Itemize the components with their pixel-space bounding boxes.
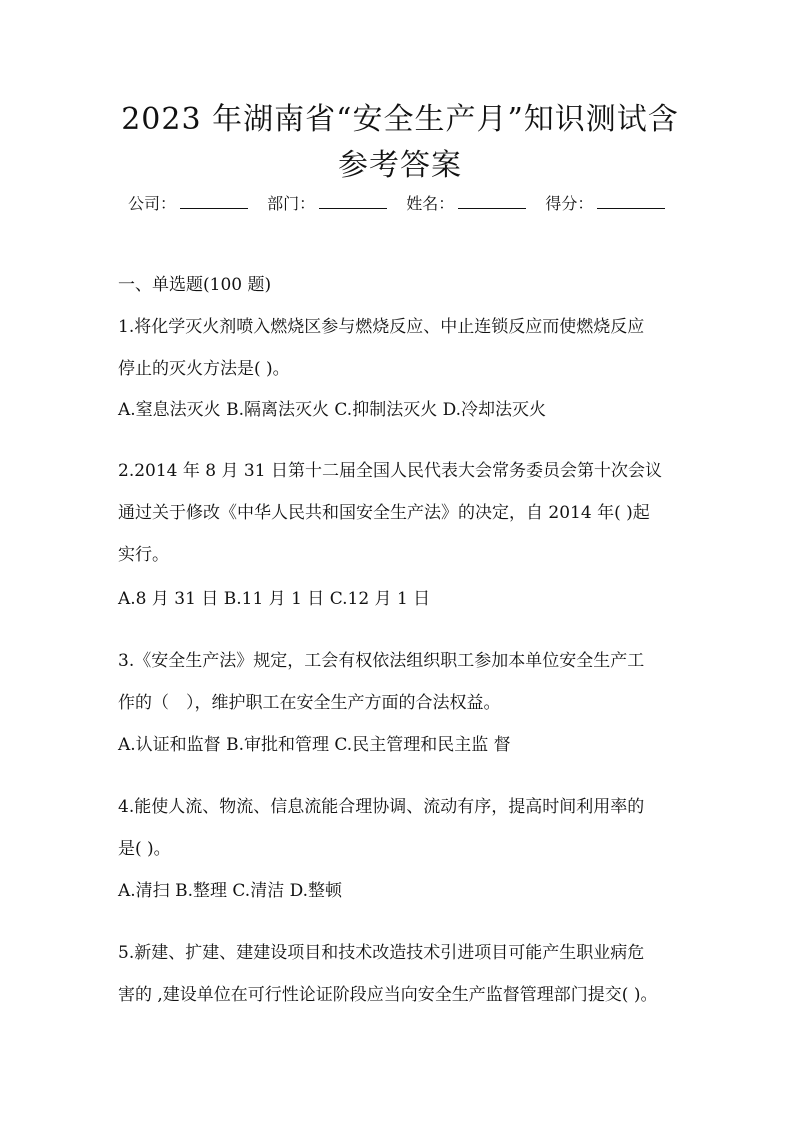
document-title-line-1: 2023 年湖南省“安全生产月”知识测试含 [121,102,679,137]
department-blank [319,190,387,209]
department-label: 部门： [267,194,316,213]
question-5-line-1: 5.新建、扩建、建建设项目和技术改造技术引进项目可能产生职业病危 [118,943,645,963]
question-4-line-1: 4.能使人流、物流、信息流能合理协调、流动有序，提高时间利用率的 [118,797,645,817]
question-2-line-2: 通过关于修改《中华人民共和国安全生产法》的决定，自 2014 年( )起 [118,503,650,523]
question-2-options: A.8 月 31 日 B.11 月 1 日 C.12 月 1 日 [118,589,431,609]
question-3-options: A.认证和监督 B.审批和管理 C.民主管理和民主监 督 [118,735,511,755]
question-3-line-2: 作的（ ），维护职工在安全生产方面的合法权益。 [118,693,501,713]
section-heading: 一、单选题(100 题) [118,275,272,295]
question-1-options: A.窒息法灭火 B.隔离法灭火 C.抑制法灭火 D.冷却法灭火 [118,400,547,420]
question-2-line-1: 2.2014 年 8 月 31 日第十二届全国人民代表大会常务委员会第十次会议 [118,461,662,481]
question-2-line-3: 实行。 [118,545,169,565]
name-blank [458,190,526,209]
question-3-line-1: 3.《安全生产法》规定，工会有权依法组织职工参加本单位安全生产工 [118,651,645,671]
score-blank [597,190,665,209]
company-field [128,190,248,217]
question-1-line-2: 停止的灭火方法是( )。 [118,359,290,379]
score-field [545,190,665,217]
question-5-line-2: 害的 ,建设单位在可行性论证阶段应当向安全生产监督管理部门提交( )。 [118,985,658,1005]
company-blank [180,190,248,209]
question-4-options: A.清扫 B.整理 C.清洁 D.整顿 [118,881,343,901]
department-field [267,190,387,217]
question-1-line-1: 1.将化学灭火剂喷入燃烧区参与燃烧反应、中止连锁反应而使燃烧反应 [118,317,645,337]
question-4-line-2: 是( )。 [118,839,171,859]
score-label: 得分： [545,194,594,213]
name-label: 姓名： [406,194,455,213]
info-fields [128,190,688,217]
name-field [406,190,526,217]
document-title-line-2: 参考答案 [338,148,462,183]
company-label: 公司： [128,194,177,213]
